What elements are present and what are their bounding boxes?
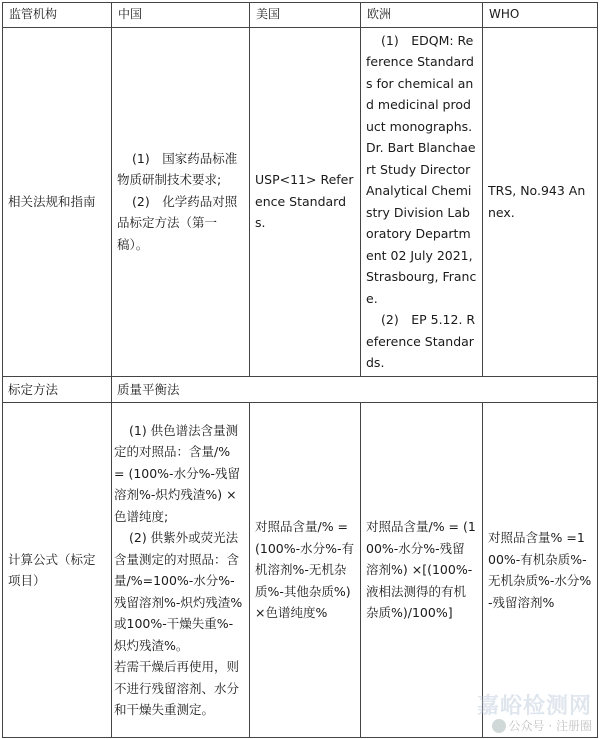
china-formula-note: 若需干燥后再使用，则不进行残留溶剂、水分和干燥失重测定。 [114,659,240,717]
header-usa: 美国 [250,3,361,28]
header-row [3,3,598,28]
china-formula-item: (2) 供紫外或荧光法含量测定的对照品：含量/%=100%-水分%-残留溶剂%-炽灼残渣%或100%-干燥失重%-炽灼残渣%。 [114,530,243,653]
europe-formula-cell: 对照品含量/% = (100%-水分%-残留溶剂%) ×[(100%-液相法测得的有机杂质%)/100%] [361,403,483,738]
europe-regulation-item: (2) EP 5.12. Reference Standards. [366,312,476,370]
header-who: WHO [483,3,598,28]
row-label-regulations: 相关法规和指南 [3,27,112,376]
who-formula-cell: 对照品含量% =100%-有机杂质%-无机杂质%-水分%-残留溶剂% [483,403,598,738]
regulatory-comparison-table [2,2,598,738]
header-china: 中国 [112,3,250,28]
china-formula-cell [112,403,250,738]
usa-regulations-cell: USP<11> Reference Standards. [250,27,361,376]
header-agency: 监管机构 [3,3,112,28]
watermark-account: 公众号 · 注册圈 [508,718,592,733]
europe-regulation-item: (1) EDQM: Reference Standards for chemical and medicinal product monographs. Dr. Bart Blanchaert Study Director Analytical Chemistry Division Laboratory Department 02 July 2021, Strasbourg, France. [366,32,477,306]
watermark [477,695,592,734]
china-regulation-item: (1) 国家药品标准物质研制技术要求; [117,150,238,188]
row-label-formula: 计算公式（标定项目） [3,403,112,738]
header-europe: 欧洲 [361,3,483,28]
wechat-icon [492,719,506,733]
china-regulations-cell [112,27,250,376]
usa-formula-cell: 对照品含量/% = (100%-水分%-有机溶剂%-无机杂质%-其他杂质%) ×色谱纯度% [250,403,361,738]
watermark-site: 嘉峪检测网 [476,693,592,719]
europe-regulations-cell [361,27,483,376]
method-cell: 质量平衡法 [112,376,598,403]
table-row [3,376,598,403]
row-label-method: 标定方法 [3,376,112,403]
who-regulations-cell: TRS, No.943 Annex. [483,27,598,376]
china-formula-item: (1) 供色谱法含量测定的对照品：含量/% = (100%-水分%-残留溶剂%-炽灼残渣%) ×色谱纯度; [114,422,240,524]
table-row [3,27,598,376]
china-regulation-item: (2) 化学药品对照品标定方法（第一稿）。 [117,193,238,252]
table-row [3,403,598,738]
